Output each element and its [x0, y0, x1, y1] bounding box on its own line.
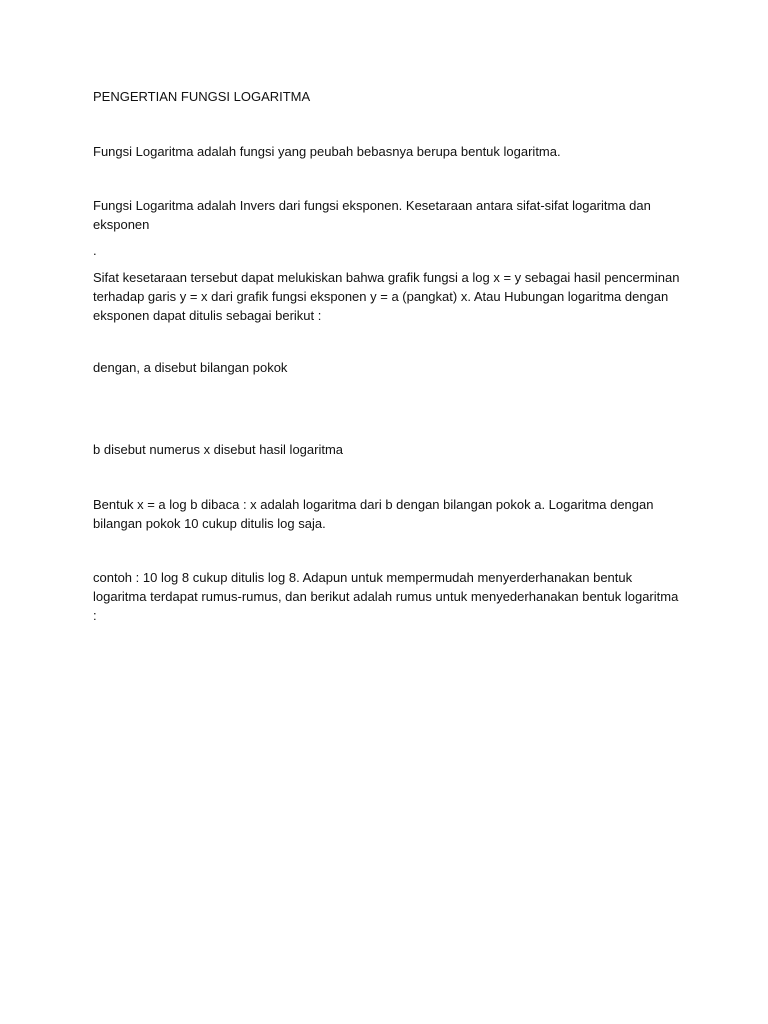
paragraph-definition: Fungsi Logaritma adalah fungsi yang peubah bebasnya berupa bentuk logaritma. [93, 144, 561, 159]
paragraph-numerus: b disebut numerus x disebut hasil logaritma [93, 442, 344, 457]
paragraph-base: dengan, a disebut bilangan pokok [93, 360, 288, 375]
paragraph-inverse: Fungsi Logaritma adalah Invers dari fungsi eksponen. Kesetaraan antara sifat-sifat logaritma dan eksponen [93, 198, 651, 232]
paragraph-example: contoh : 10 log 8 cukup ditulis log 8. Adapun untuk mempermudah menyerderhanakan bentuk logaritma terdapat rumus-rumus, dan berikut adalah rumus untuk menyederhanakan bentuk logaritma : [93, 570, 679, 623]
paragraph-dot: . [93, 243, 97, 258]
paragraph-form: Bentuk x = a log b dibaca : x adalah logaritma dari b dengan bilangan pokok a. Logaritma dengan bilangan pokok 10 cukup ditulis log saja. [93, 497, 654, 531]
document-title: PENGERTIAN FUNGSI LOGARITMA [93, 89, 311, 104]
paragraph-property: Sifat kesetaraan tersebut dapat melukiskan bahwa grafik fungsi a log x = y sebagai hasil pencerminan terhadap garis y = x dari grafik fungsi eksponen y = a (pangkat) x. Atau Hubungan logaritma dengan eksponen dapat ditulis sebagai berikut : [93, 270, 680, 323]
